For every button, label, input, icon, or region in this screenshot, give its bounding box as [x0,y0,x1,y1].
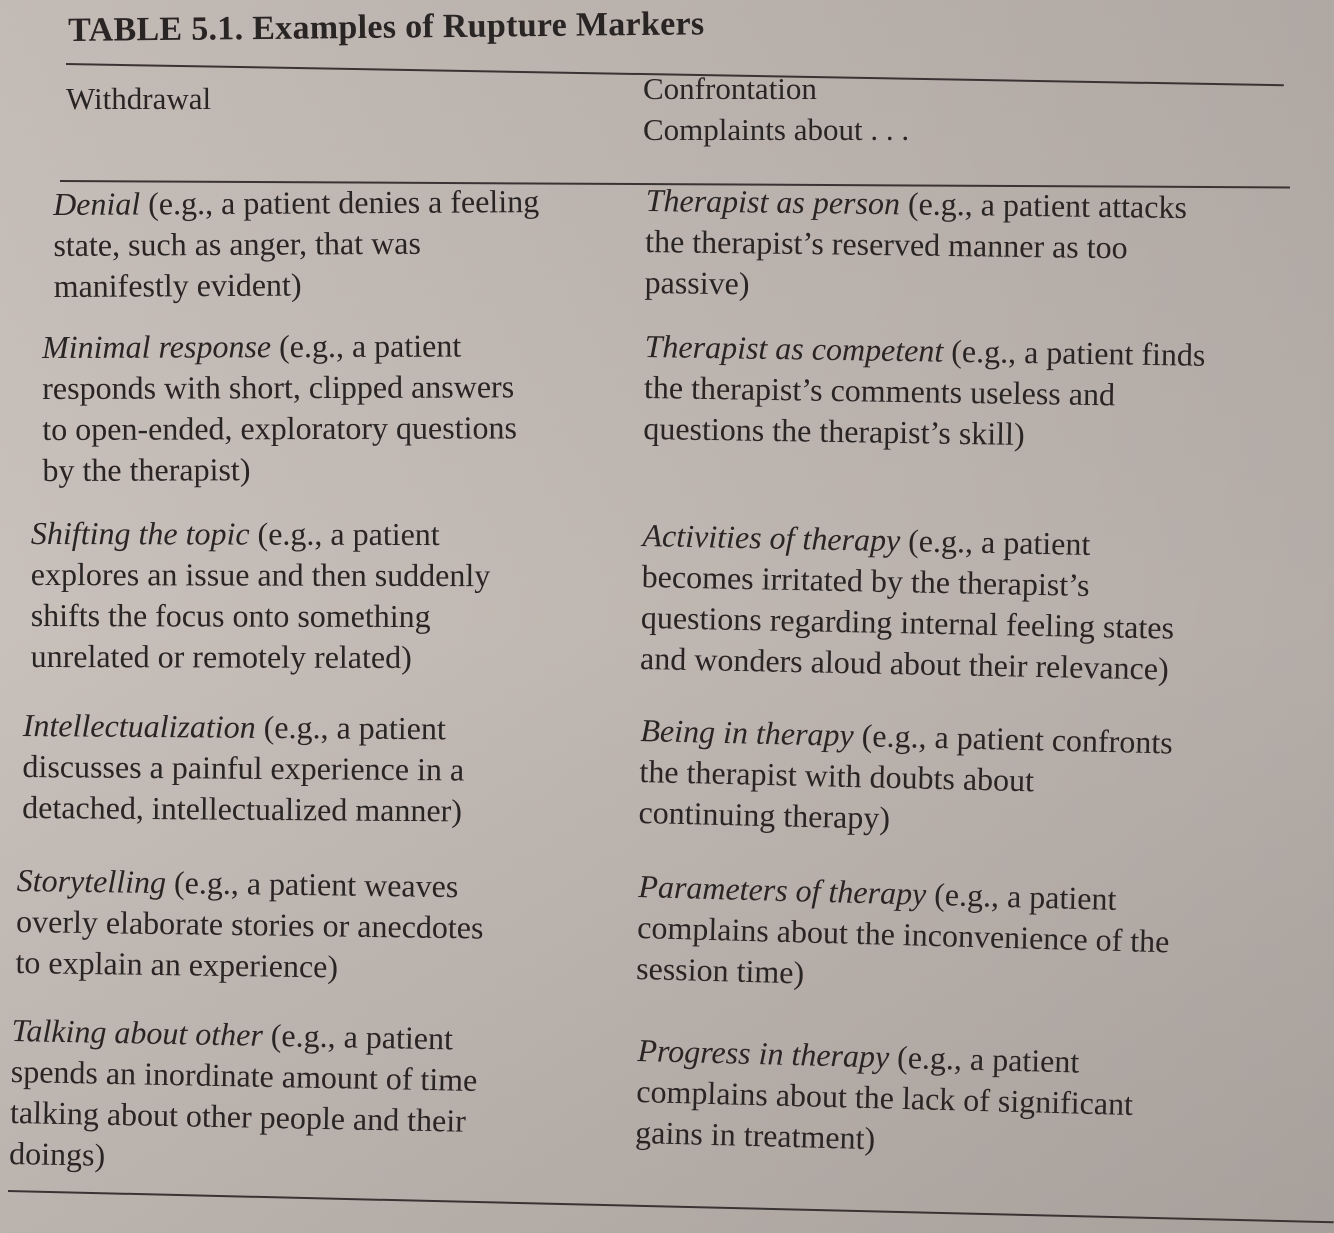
entry-line: state, such as anger, that was [53,224,421,263]
marker-term: Progress in therapy [637,1031,890,1075]
entry-line: gains in treatment) [634,1113,876,1157]
table-title: TABLE 5.1. Examples of Rupture Markers [68,5,705,49]
withdrawal-marker-denial [53,181,540,307]
withdrawal-marker-shifting-topic [31,513,491,678]
entry-line: unrelated or remotely related) [30,637,412,675]
marker-description: (e.g., a patient denies a feeling [140,183,540,222]
entry-line: complains about the inconvenience of the [636,908,1170,960]
withdrawal-marker-talking-about-other [9,1010,479,1183]
marker-description: (e.g., a patient finds [943,332,1206,373]
entry-line: discusses a painful experience in a [22,747,465,788]
confrontation-marker-therapist-as-person [644,180,1187,310]
withdrawal-header-text: Withdrawal [66,81,212,116]
confrontation-marker-parameters-of-therapy [636,866,1171,1003]
bottom-rule [8,1190,1334,1223]
entry-line: continuing therapy) [638,793,891,836]
marker-term: Therapist as competent [644,327,944,369]
confrontation-header-text: Confrontation [643,71,817,106]
entry-line: by the therapist) [42,451,251,488]
entry-line: and wonders aloud about their relevance) [639,639,1170,687]
marker-description: (e.g., a patient [249,515,440,553]
entry-line: questions the therapist’s skill) [643,409,1025,452]
marker-description: (e.g., a patient [255,708,446,747]
marker-term: Therapist as person [645,181,901,222]
entry-line: complains about the lack of significant [635,1072,1134,1122]
withdrawal-marker-storytelling [15,860,484,990]
marker-description: (e.g., a patient attacks [899,185,1188,226]
entry-line: the therapist’s comments useless and [643,368,1116,413]
withdrawal-marker-intellectualization [22,705,465,831]
entry-line: shifts the focus onto something [30,596,431,635]
entry-line: the therapist with doubts about [639,752,1035,799]
entry-line: manifestly evident) [53,266,302,304]
entry-line: the therapist’s reserved manner as too [644,222,1128,266]
marker-description: (e.g., a patient [888,1038,1080,1080]
entry-line [42,325,517,368]
entry-line [16,860,484,908]
confrontation-marker-activities-of-therapy [640,515,1176,690]
entry-line: session time) [635,949,805,991]
entry-line: to open-ended, exploratory questions [42,409,517,447]
confrontation-marker-therapist-as-competent [643,326,1206,458]
withdrawal-column-header [66,78,211,119]
entry-line [31,513,491,555]
confrontation-column-header [643,68,909,150]
marker-description: (e.g., a patient [262,1016,454,1057]
confrontation-marker-progress-in-therapy [635,1030,1135,1166]
marker-term: Storytelling [16,861,167,901]
marker-description: (e.g., a patient confronts [853,717,1174,761]
marker-description: (e.g., a patient weaves [165,864,459,905]
marker-term: Parameters of therapy [637,867,927,912]
confrontation-marker-being-in-therapy [638,710,1173,846]
entry-line: questions regarding internal feeling states [640,598,1175,646]
entry-line: spends an inordinate amount of time [10,1052,478,1098]
marker-description: (e.g., a patient [271,327,462,365]
marker-term: Activities of therapy [642,516,901,559]
entry-line: detached, intellectualized manner) [22,788,463,829]
entry-line: passive) [644,263,750,302]
marker-term: Intellectualization [22,706,256,745]
entry-line: to explain an experience) [15,943,339,985]
marker-term: Shifting the topic [30,515,250,552]
marker-term: Talking about other [11,1011,264,1053]
entry-line [645,180,1187,228]
marker-term: Minimal response [42,328,272,365]
complaints-about-subheader: Complaints about . . . [643,112,910,147]
entry-line: talking about other people and their [9,1093,467,1139]
entry-line: overly elaborate stories or anecdotes [15,902,484,946]
entry-line: becomes irritated by the therapist’s [641,557,1090,603]
entry-line [23,705,465,749]
entry-line: explores an issue and then suddenly [30,555,491,594]
marker-description: (e.g., a patient [925,875,1117,917]
entry-line: responds with short, clipped answers [42,368,515,406]
entry-line: doings) [8,1134,106,1173]
marker-description: (e.g., a patient [899,522,1091,562]
marker-term: Being in therapy [640,711,855,754]
withdrawal-marker-minimal-response [42,325,517,491]
entry-line [53,181,539,225]
marker-term: Denial [53,185,141,222]
